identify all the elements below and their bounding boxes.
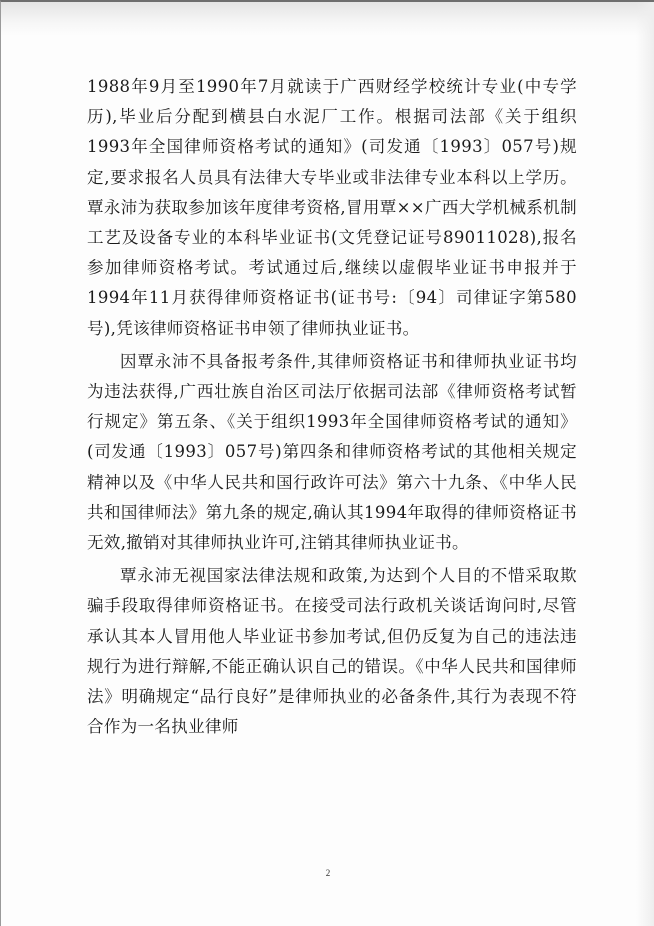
page-top-shading [1,2,654,36]
page-right-shading [636,2,654,926]
document-body [87,72,577,745]
paragraph-certificate-revocation: 因覃永沛不具备报考条件,其律师资格证书和律师执业证书均为违法获得,广西壮族自治区司法厅依据司法部《律师资格考试暂行规定》第五条、《关于组织1993年全国律师资格考试的通知》(司发通〔1993〕057号)第四条和律师资格考试的其他相关规定精神以及《中华人民共和国行政许可法》第六十九条、《中华人民共和国律师法》第九条的规定,确认其1994年取得的律师资格证书无效,撤销对其律师执业许可,注销其律师执业证书。 [87,351,577,553]
paragraph-education-and-exam: 1988年9月至1990年7月就读于广西财经学校统计专业(中专学历),毕业后分配到横县白水泥厂工作。根据司法部《关于组织1993年全国律师资格考试的通知》(司发通〔1993〕057号)规定,要求报名人员具有法律大专毕业或非法律专业本科以上学历。覃永沛为获取参加该年度律考资格,冒用覃××广西大学机械系机制工艺及设备专业的本科毕业证书(文凭登记证号89011028),报名参加律师资格考试。考试通过后,继续以虚假毕业证书申报并于1994年11月获得律师资格证书(证书号:〔94〕司律证字第580号),凭该律师资格证书申领了律师执业证书。 [87,77,577,338]
page-number: 2 [325,868,331,878]
paragraph-misconduct-assessment: 覃永沛无视国家法律法规和政策,为达到个人目的不惜采取欺骗手段取得律师资格证书。在接受司法行政机关谈话询问时,尽管承认其本人冒用他人毕业证书参加考试,但仍反复为自己的违法违规行为进行辩解,不能正确认识自己的错误。《中华人民共和国律师法》明确规定“品行良好”是律师执业的必备条件,其行为表现不符合作为一名执业律师 [87,566,577,737]
